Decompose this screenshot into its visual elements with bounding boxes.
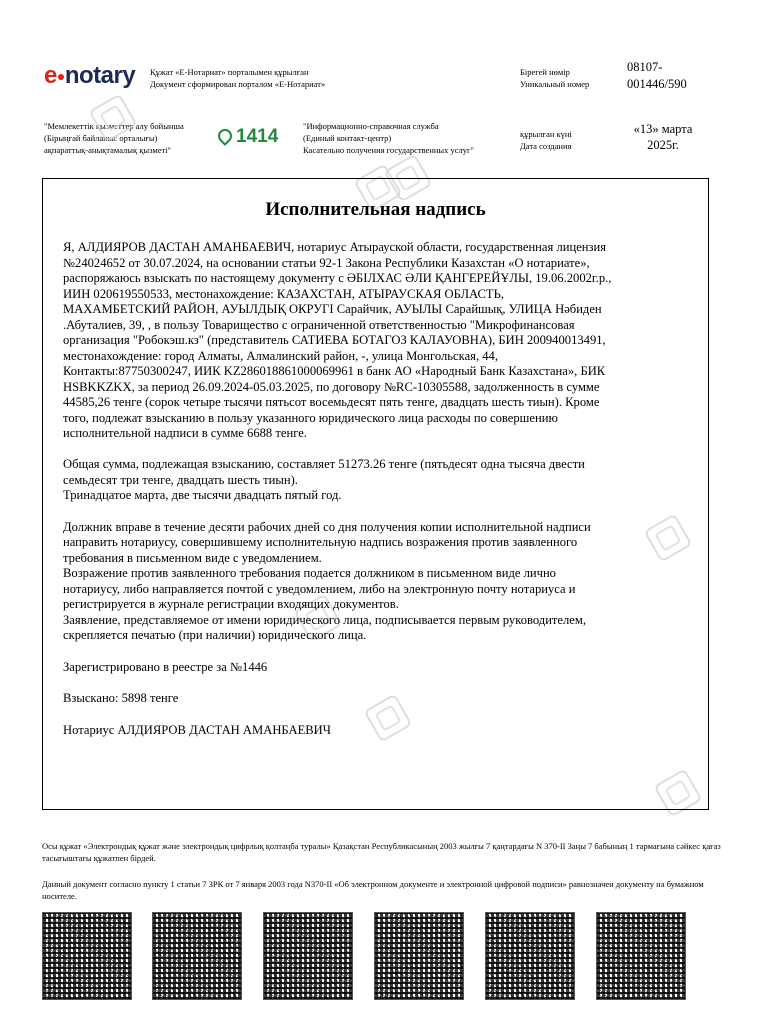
qr-code-icon bbox=[263, 912, 353, 1000]
service-info-kz: "Мемлекеттік қызметтер алу бойынша (Бірыңғай байланыс орталығы) ақпараттық-анықтамалық қызметі" bbox=[44, 121, 184, 155]
qr-code-icon bbox=[374, 912, 464, 1000]
document-body bbox=[63, 240, 699, 738]
collected-line: Взыскано: 5898 тенге bbox=[63, 691, 179, 705]
unique-number-value: 08107- 001446/590 bbox=[627, 60, 687, 91]
enotary-logo: e●notary bbox=[44, 62, 136, 89]
qr-code-icon bbox=[152, 912, 242, 1000]
main-paragraph: Я, АЛДИЯРОВ ДАСТАН АМАНБАЕВИЧ, нотариус Атырауской области, государственная лицензия №24024652 от 30.07.2024, на основании статьи 92-1 Закона Республики Казахстан «О нотариате», распоряжаюсь взыскать по настоящему документу с ӘБІЛХАС ӘЛИ ҚАНГЕРЕЙҰЛЫ, 19.06.2002г.р., ИИН 020619550533, местонахождение: КАЗАХСТАН, АТЫРАУСКАЯ ОБЛАСТЬ, МАХАМБЕТСКИЙ РАЙОН, АУЫЛДЫҚ ОКРУГІ Сарайчик, АУЫЛЫ Сарайшық, УЛИЦА Нәбиден .Абуталиев, 39, , в пользу Товарищество с ограниченной ответственностью "Микрофинансовая организация "Робокэш.кз" (представитель САТИЕВА БОТАГОЗ КАЛАУОВНА), БИН 200940013491, местонахождение: город Алматы, Алмалинский район, -, улица Монгольская, 44, Контакты:87750300247, ИИК KZ286018861000069961 в банк АО «Народный Банк Казахстана», БИК HSBKKZKX, за период 26.09.2024-05.03.2025, по договору №RC-10305588, задолженность в сумме 44585,26 тенге (сорок четыре тысячи пятьсот восемьдесят пять тенге, двадцать шесть тиын). Кроме того, подлежат взысканию в пользу указанного юридического лица расходы по совершению исполнительной надписи в сумме 6688 тенге. bbox=[63, 240, 612, 440]
debtor-rights-paragraph: Должник вправе в течение десяти рабочих дней со дня получения копии исполнительной надписи направить нотариусу, совершившему исполнительную надпись возражения против заявленного требования в письменном виде с уведомлением. Возражение против заявленного требования подается должником в письменном виде лично нотариусу, либо направляется почтой с уведомлением, либо на электронную почту нотариуса и регистрируется в журнале регистрации входящих документов. Заявление, представляемое от имени юридического лица, подписывается первым руководителем, скрепляется печатью (при наличии) юридического лица. bbox=[63, 519, 591, 642]
service-info-ru: "Информационно-справочная служба (Единый контакт-центр) Касательно получения государственных услуг" bbox=[303, 121, 474, 155]
unique-number-label: Бірегей нөмір Уникальный номер bbox=[520, 67, 590, 89]
creation-date-label: құрылған күні Дата создания bbox=[520, 129, 572, 151]
registry-line: Зарегистрировано в реестре за №1446 bbox=[63, 659, 268, 674]
document-title: Исполнительная надпись bbox=[265, 199, 486, 220]
qr-code-icon bbox=[485, 912, 575, 1000]
creation-date-value: «13» марта 2025г. bbox=[633, 122, 693, 152]
qr-code-icon bbox=[596, 912, 686, 1000]
logo-e: e bbox=[44, 62, 57, 89]
notary-signature-line: Нотариус АЛДИЯРОВ ДАСТАН АМАНБАЕВИЧ bbox=[63, 722, 331, 737]
legal-notice-ru: Данный документ согласно пункту 1 статьи 7 ЗРК от 7 января 2003 года N370-II «Об электронном документе и электронной цифровой подписи» равнозначен документу на бумажном носителе. bbox=[42, 879, 704, 901]
portal-statement: Құжат «Е-Нотариат» порталымен құрылған Документ сформирован порталом «Е-Нотариат» bbox=[150, 67, 326, 89]
contact-center-phone: 1414 bbox=[218, 126, 278, 148]
total-sum-paragraph: Общая сумма, подлежащая взысканию, составляет 51273.26 тенге (пятьдесят одна тысяча двести семьдесят три тенге, двадцать шесть тиын). Тринадцатое марта, две тысячи двадцать пятый год. bbox=[63, 457, 585, 502]
phone-icon bbox=[215, 126, 235, 146]
logo-notary: notary bbox=[64, 62, 136, 89]
qr-code-icon bbox=[42, 912, 132, 1000]
legal-notice-kz: Осы құжат «Электрондық құжат және электрондық цифрлық қолтаңба туралы» Қазақстан Республикасының 2003 жылғы 7 қаңтардағы N 370-II Заңы 7 бабының 1 тармағына сәйкес қағаз тасығыштағы құжатпен бірдей. bbox=[42, 841, 721, 863]
